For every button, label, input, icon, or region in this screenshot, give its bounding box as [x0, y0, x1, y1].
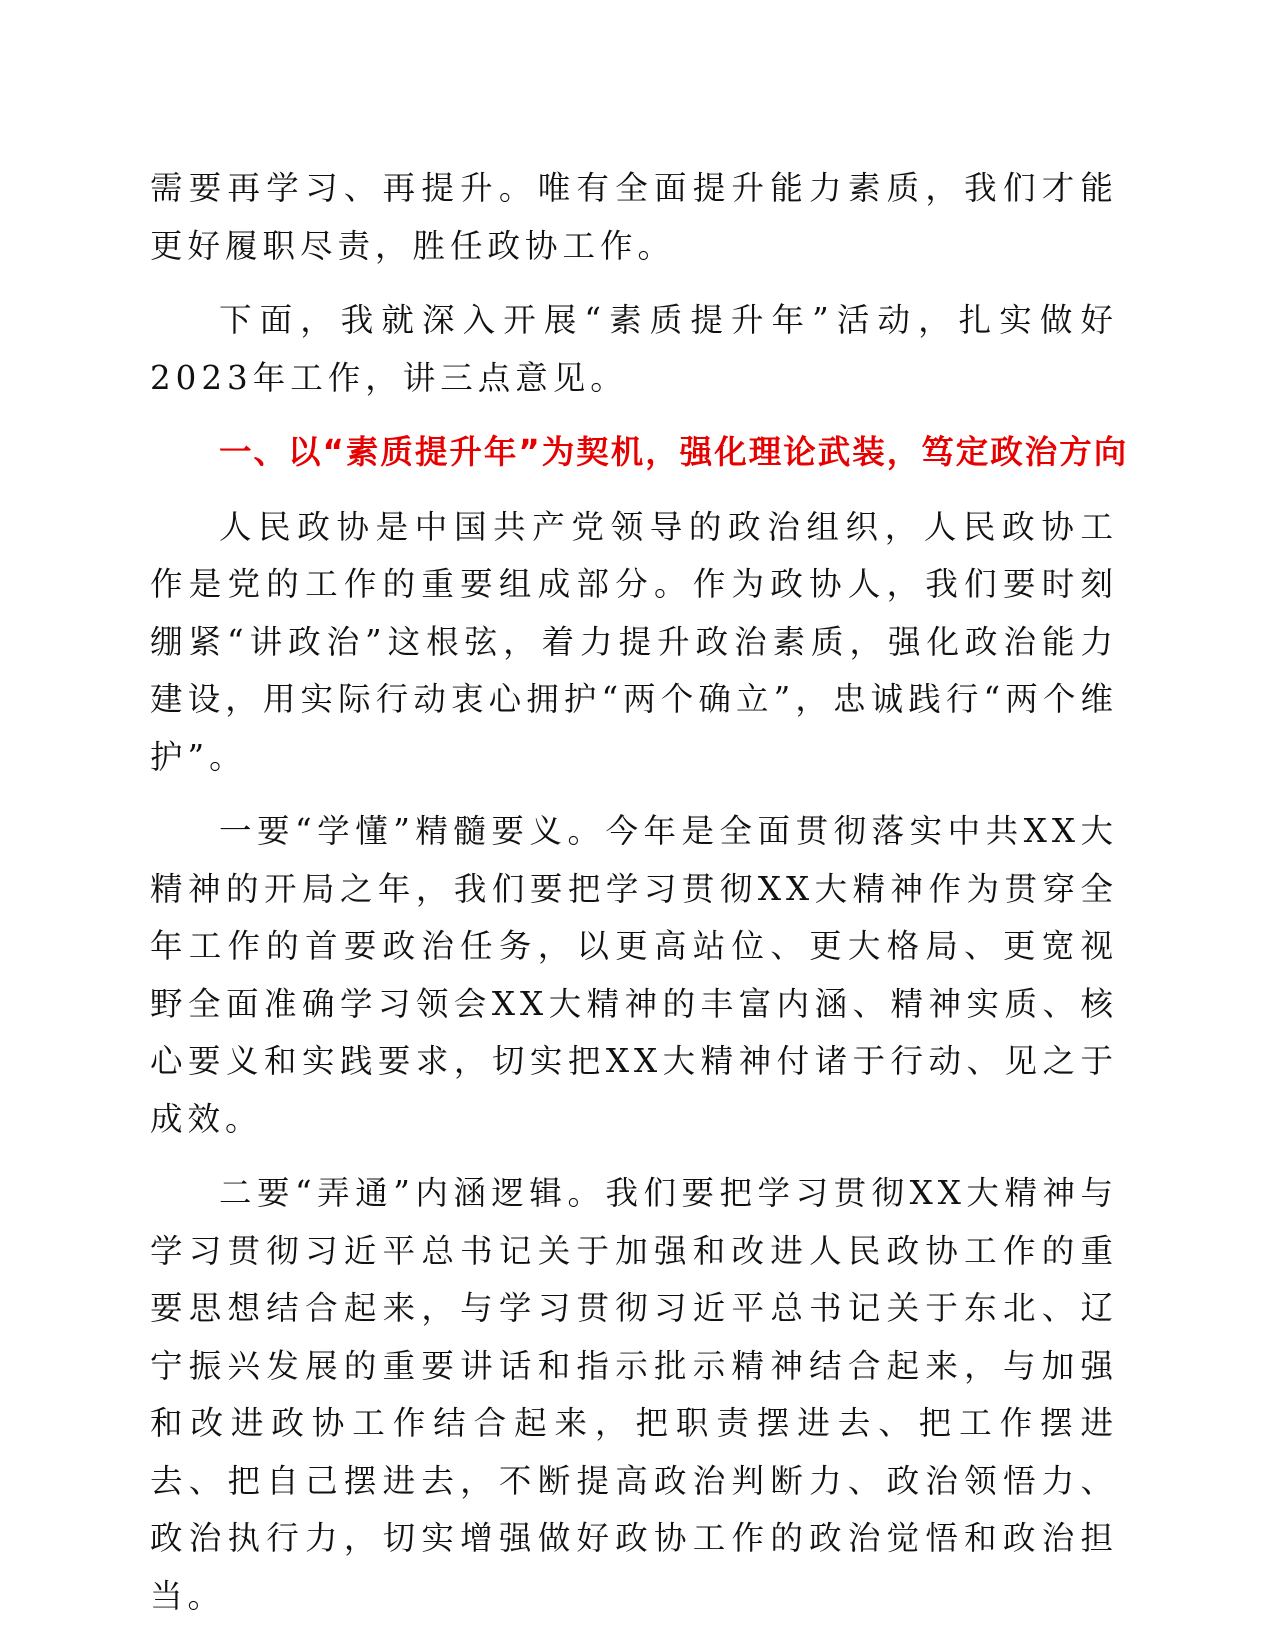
- paragraph-intro: 下面，我就深入开展“素质提升年”活动，扎实做好2023年工作，讲三点意见。: [150, 301, 1118, 397]
- paragraph-point-two: 二要“弄通”内涵逻辑。我们要把学习贯彻XX大精神与学习贯彻习近平总书记关于加强和改进人民政协工作的重要思想结合起来，与学习贯彻习近平总书记关于东北、辽宁振兴发展的重要讲话和指示批示精神结合起来，与加强和改进政协工作结合起来，把职责摆进去、把工作摆进去、把自己摆进去，不断提高政治判断力、政治领悟力、政治执行力，切实增强做好政协工作的政治觉悟和政治担当。: [150, 1174, 1118, 1615]
- paragraph-political-organization: 人民政协是中国共产党领导的政治组织，人民政协工作是党的工作的重要组成部分。作为政协人，我们要时刻绷紧“讲政治”这根弦，着力提升政治素质，强化政治能力建设，用实际行动衷心拥护“两个确立”，忠诚践行“两个维护”。: [150, 507, 1118, 776]
- paragraph-point-one: 一要“学懂”精髓要义。今年是全面贯彻落实中共XX大精神的开局之年，我们要把学习贯彻XX大精神作为贯穿全年工作的首要政治任务，以更高站位、更大格局、更宽视野全面准确学习领会XX大精神的丰富内涵、精神实质、核心要义和实践要求，切实把XX大精神付诸于行动、见之于成效。: [150, 812, 1118, 1138]
- section-heading-1: 一、以“素质提升年”为契机，强化理论武装，笃定政治方向: [219, 433, 1129, 471]
- document-body: [150, 160, 1129, 1625]
- paragraph-continued: 需要再学习、再提升。唯有全面提升能力素质，我们才能更好履职尽责，胜任政协工作。: [150, 169, 1118, 265]
